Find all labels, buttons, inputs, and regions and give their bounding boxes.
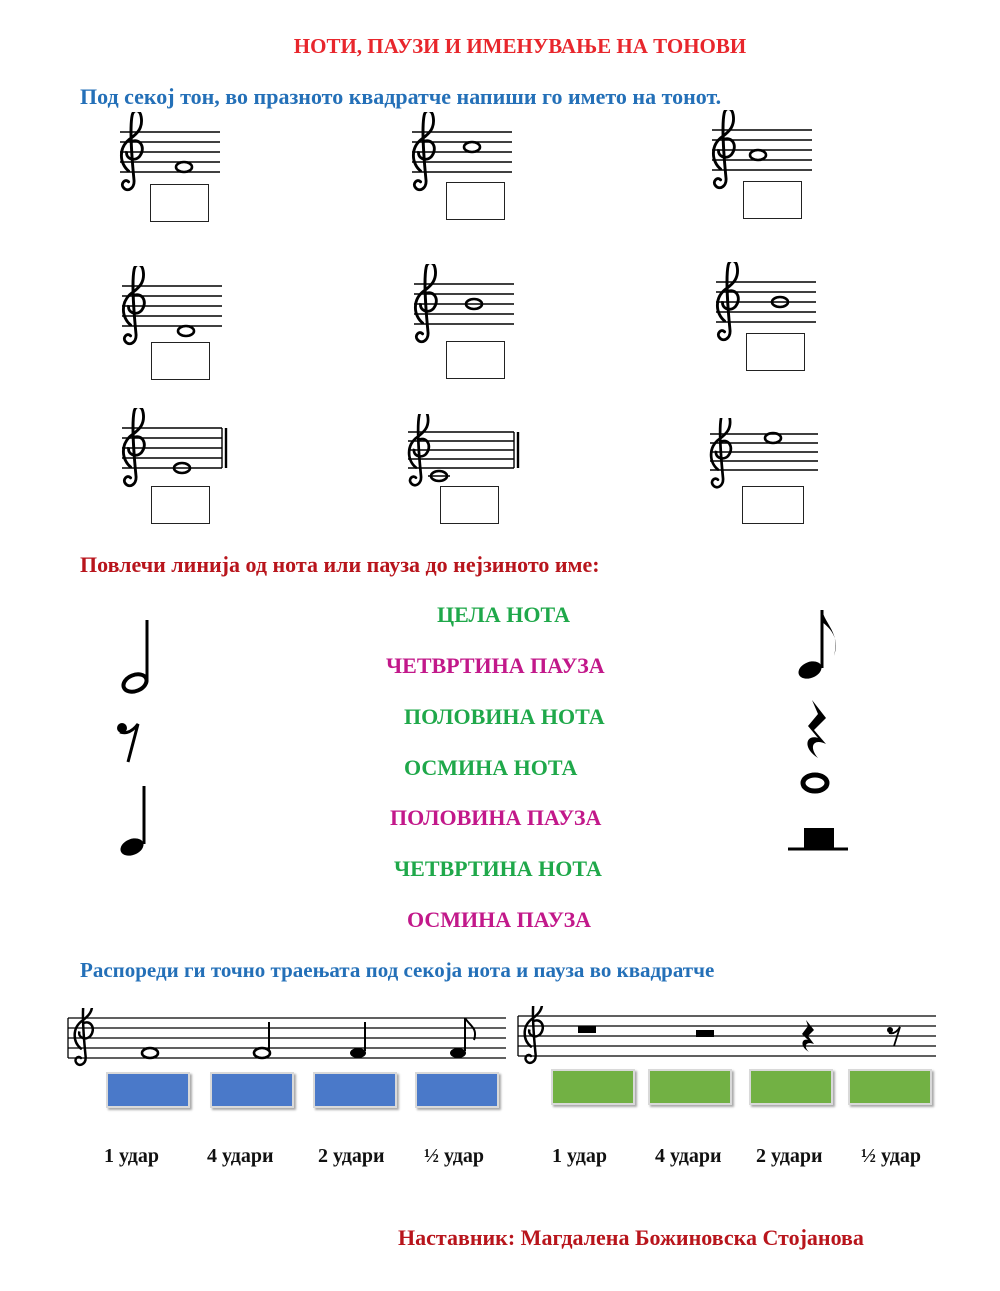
section2-instruction: Повлечи линија од нота или пауза до нејзиното име:: [80, 552, 600, 577]
name-quarter-note[interactable]: ЧЕТВРТИНА НОТА: [394, 856, 602, 881]
section1-instruction: Под секој тон, во празното квадратче напиши го името на тонот.: [80, 84, 722, 109]
quarter-note-icon[interactable]: [114, 784, 154, 864]
staff-notes: [66, 1008, 510, 1082]
drop-box-rest-3[interactable]: [749, 1069, 833, 1105]
beat-label[interactable]: ½ удар: [861, 1145, 921, 1167]
beat-label[interactable]: ½ удар: [424, 1145, 484, 1167]
name-eighth-note[interactable]: ОСМИНА НОТА: [404, 755, 578, 780]
half-rest-icon[interactable]: [786, 826, 850, 858]
drop-box-rest-1[interactable]: [551, 1069, 635, 1105]
drop-box-note-2[interactable]: [210, 1072, 294, 1108]
half-note-icon[interactable]: [114, 618, 154, 698]
name-whole-note[interactable]: ЦЕЛА НОТА: [437, 602, 570, 627]
staff-exercise: [118, 408, 230, 494]
quarter-rest-icon[interactable]: [800, 698, 834, 764]
staff-exercise: [410, 264, 520, 350]
beat-label[interactable]: 1 удар: [552, 1145, 607, 1167]
answer-box[interactable]: [150, 184, 209, 222]
beat-label[interactable]: 2 удари: [318, 1145, 385, 1167]
drop-box-note-3[interactable]: [313, 1072, 397, 1108]
answer-box[interactable]: [743, 181, 802, 219]
drop-box-rest-4[interactable]: [848, 1069, 932, 1105]
staff-exercise: [118, 266, 228, 352]
beat-label[interactable]: 4 удари: [655, 1145, 722, 1167]
beat-label[interactable]: 4 удари: [207, 1145, 274, 1167]
answer-box[interactable]: [151, 342, 210, 380]
drop-box-note-4[interactable]: [415, 1072, 499, 1108]
section3-instruction: Распореди ги точно траењата под секоја нота и пауза во квадратче: [80, 958, 715, 982]
beat-label[interactable]: 2 удари: [756, 1145, 823, 1167]
drop-box-note-1[interactable]: [106, 1072, 190, 1108]
name-eighth-rest[interactable]: ОСМИНА ПАУЗА: [407, 907, 592, 932]
drop-box-rest-2[interactable]: [648, 1069, 732, 1105]
answer-box[interactable]: [446, 341, 505, 379]
eighth-rest-icon[interactable]: [114, 718, 144, 768]
teacher-credit: Наставник: Магдалена Божиновска Стојанова: [398, 1225, 864, 1250]
page-title: НОТИ, ПАУЗИ И ИМЕНУВАЊЕ НА ТОНОВИ: [293, 34, 747, 58]
answer-box[interactable]: [151, 486, 210, 524]
beat-label[interactable]: 1 удар: [104, 1145, 159, 1167]
whole-note-icon[interactable]: [800, 772, 830, 798]
name-quarter-rest[interactable]: ЧЕТВРТИНА ПАУЗА: [386, 653, 605, 678]
name-half-note[interactable]: ПОЛОВИНА НОТА: [404, 704, 605, 729]
answer-box[interactable]: [440, 486, 499, 524]
answer-box[interactable]: [742, 486, 804, 524]
name-half-rest[interactable]: ПОЛОВИНА ПАУЗА: [390, 805, 602, 830]
answer-box[interactable]: [446, 182, 505, 220]
answer-box[interactable]: [746, 333, 805, 371]
eighth-note-icon[interactable]: [794, 608, 850, 688]
